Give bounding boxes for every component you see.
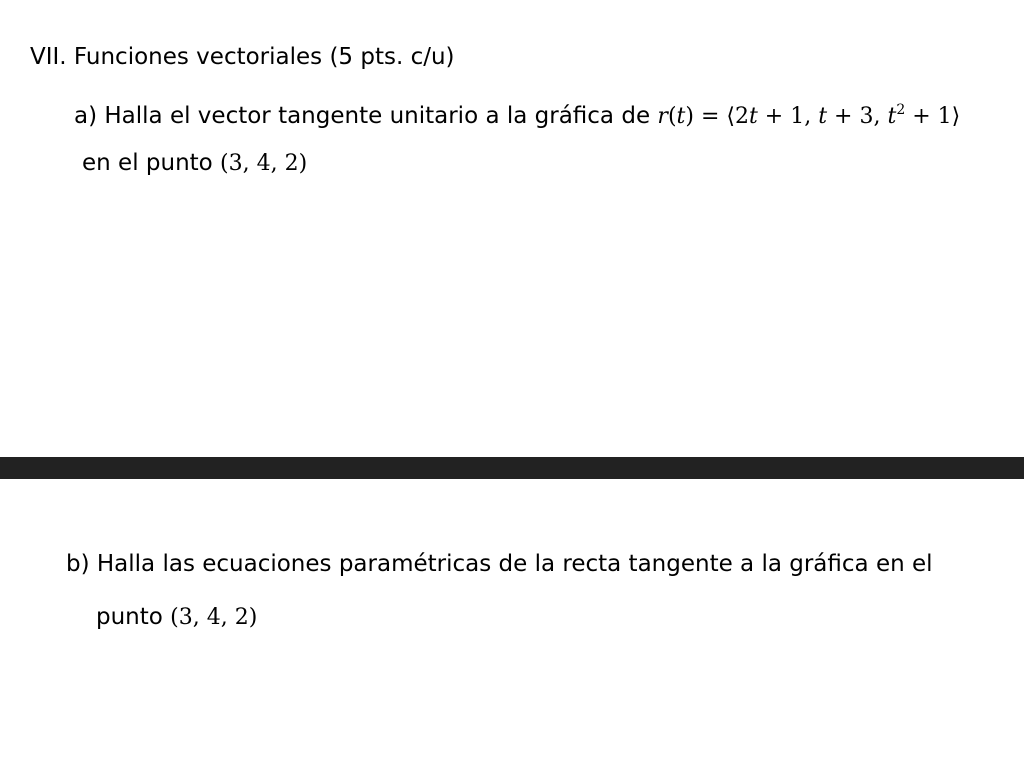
part-a-question-line2 bbox=[82, 148, 307, 179]
part-a-line2-text: en el punto bbox=[82, 150, 213, 176]
section-title: VII. Funciones vectoriales (5 pts. c/u) bbox=[30, 44, 455, 70]
part-b-question-line2 bbox=[96, 602, 257, 633]
page-bottom bbox=[0, 479, 1024, 771]
part-b-point: (3, 4, 2) bbox=[170, 605, 258, 630]
divider-bar bbox=[0, 457, 1024, 479]
part-b-question-line1: b) Halla las ecuaciones paramétricas de la recta tangente a la gráfica en el bbox=[66, 551, 933, 577]
part-a-function-formula: r(t) = ⟨2t + 1, t + 3, $t^2$ + 1⟩ bbox=[657, 102, 961, 129]
part-a-text: a) Halla el vector tangente unitario a la gráfica de bbox=[74, 103, 651, 129]
part-a-point: (3, 4, 2) bbox=[220, 151, 308, 176]
part-b-line2-text: punto bbox=[96, 604, 163, 630]
part-a-question-line1 bbox=[74, 95, 960, 132]
